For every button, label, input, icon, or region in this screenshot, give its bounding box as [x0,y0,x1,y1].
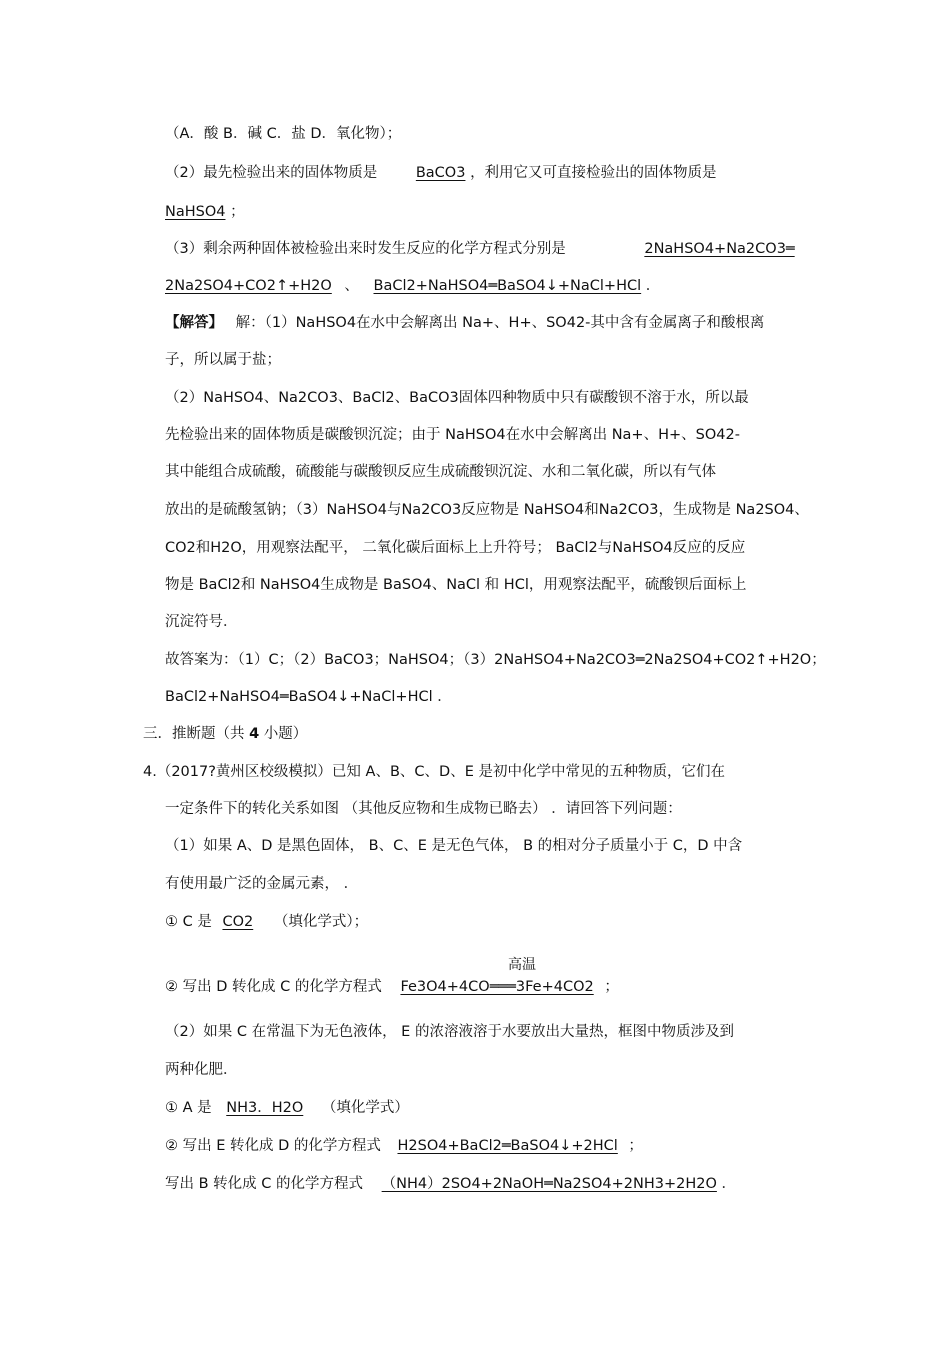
c-tail: （填化学式）； [273,914,369,930]
q3-part2-mid: ，利用它又可直接检验出的固体物质是 [470,165,717,181]
reaction-condition: 高温 [508,957,536,973]
q3-part3-line [165,239,795,259]
q4-part2-line-1: （2）如果 C 在常温下为无色液体， E 的浓溶液溶于水要放出大量热，框图中物质涉及到 [165,1024,734,1040]
equation-1-part2: 2Na2SO4+CO2↑+H2O [165,278,332,294]
q4-line-2: 一定条件下的转化关系如图 （其他反应物和生成物已略去） ．请回答下列问题： [165,801,682,817]
d-lead: ② 写出 D 转化成 C 的化学方程式 [165,979,382,995]
q3-part3-lead: （3）剩余两种固体被检验出来时发生反应的化学方程式分别是 [165,241,566,257]
b-lead: 写出 B 转化成 C 的化学方程式 [165,1176,364,1192]
c-lead: ① C 是 [165,914,212,930]
equation-d-to-c: Fe3O4+4CO═══3Fe+4CO2 [400,979,594,995]
q4-part2-line-2: 两种化肥． [165,1062,238,1078]
equation-1-part1: 2NaHSO4+Na2CO3═ [644,241,795,257]
answer-line-1: 故答案为：（1）C；（2）BaCO3；NaHSO4；（3）2NaHSO4+Na2CO3═2Na2SO4+CO2↑+H2O； [165,652,826,668]
answer-nahso4: NaHSO4 [165,204,226,220]
section-title [143,724,307,744]
a-lead: ① A 是 [165,1100,212,1116]
q4-c-line [165,912,368,932]
solution-line-8: 物是 BaCl2和 NaHSO4生成物是 BaSO4、NaCl 和 HCl，用观察法配平，硫酸钡后面标上 [165,577,747,593]
q3-part3-line2 [165,276,660,296]
period: ． [645,278,661,294]
section-title-post: 小题） [259,726,308,742]
q3-part2-lead: （2）最先检验出来的固体物质是 [165,165,378,181]
solution-line-7: CO2和H2O，用观察法配平， 二氧化碳后面标上上升符号； BaCl2与NaHSO4反应的反应 [165,540,746,556]
solution-line-6: 放出的是硫酸氢钠；（3）NaHSO4与Na2CO3反应物是 NaHSO4和Na2CO3，生成物是 Na2SO4、 [165,502,809,518]
solution-line-3: （2）NaHSO4、Na2CO3、BaCl2、BaCO3固体四种物质中只有碳酸钡不溶于水，所以最 [165,390,749,406]
solution-line-2: 子，所以属于盐； [165,352,281,368]
a-tail: （填化学式） [321,1100,409,1116]
solution-line-1 [165,313,764,333]
solution-line-4: 先检验出来的固体物质是碳酸钡沉淀；由于 NaHSO4在水中会解离出 Na+、H+、SO42- [165,427,740,443]
q4-part1-line-2: 有使用最广泛的金属元素， ． [165,876,359,892]
solution-line-9: 沉淀符号． [165,614,238,630]
e-lead: ② 写出 E 转化成 D 的化学方程式 [165,1138,381,1154]
q4-b-line [165,1174,736,1194]
q3-part2-end: ； [230,204,245,220]
q4-part1-line-1: （1）如果 A、D 是黑色固体， B、C、E 是无色气体， B 的相对分子质量小于 C，D 中含 [165,838,743,854]
equation-2: BaCl2+NaHSO4═BaSO4↓+NaCl+HCl [373,278,642,294]
answer-co2: CO2 [222,914,254,930]
answer-baco3: BaCO3 [415,165,466,181]
q4-e-line [165,1136,643,1156]
section-count: 4 [249,726,260,742]
equation-e-to-d: H2SO4+BaCl2═BaSO4↓+2HCl [397,1138,618,1154]
solution-line-5: 其中能组合成硫酸，硫酸能与碳酸钡反应生成硫酸钡沉淀、水和二氧化碳，所以有气体 [165,464,716,480]
answer-line-2: BaCl2+NaHSO4═BaSO4↓+NaCl+HCl ． [165,689,452,705]
separator: 、 [344,278,359,294]
d-tail: ； [604,979,619,995]
q4-line-1: 4.（2017?黄州区校级模拟）已知 A、B、C、D、E 是初中化学中常见的五种物质，它们在 [143,764,725,780]
options-line: （A．酸 B．碱 C．盐 D．氧化物）； [165,126,402,142]
section-title-pre: 三．推断题（共 [143,726,250,742]
b-tail: ． [721,1176,736,1192]
e-tail: ； [628,1138,643,1154]
answer-nh3-h2o: NH3．H2O [226,1100,304,1116]
q4-a-line [165,1098,409,1118]
q3-part2-line2 [165,202,245,222]
solution-text-1: 解：（1）NaHSO4在水中会解离出 Na+、H+、SO42-其中含有金属离子和酸根离 [235,315,765,331]
equation-b-to-c: （NH4）2SO4+2NaOH═Na2SO4+2NH3+2H2O [381,1176,717,1192]
q4-d-line [165,977,619,997]
solution-label: 【解答】 [165,315,223,331]
q3-part2-line [165,163,717,183]
